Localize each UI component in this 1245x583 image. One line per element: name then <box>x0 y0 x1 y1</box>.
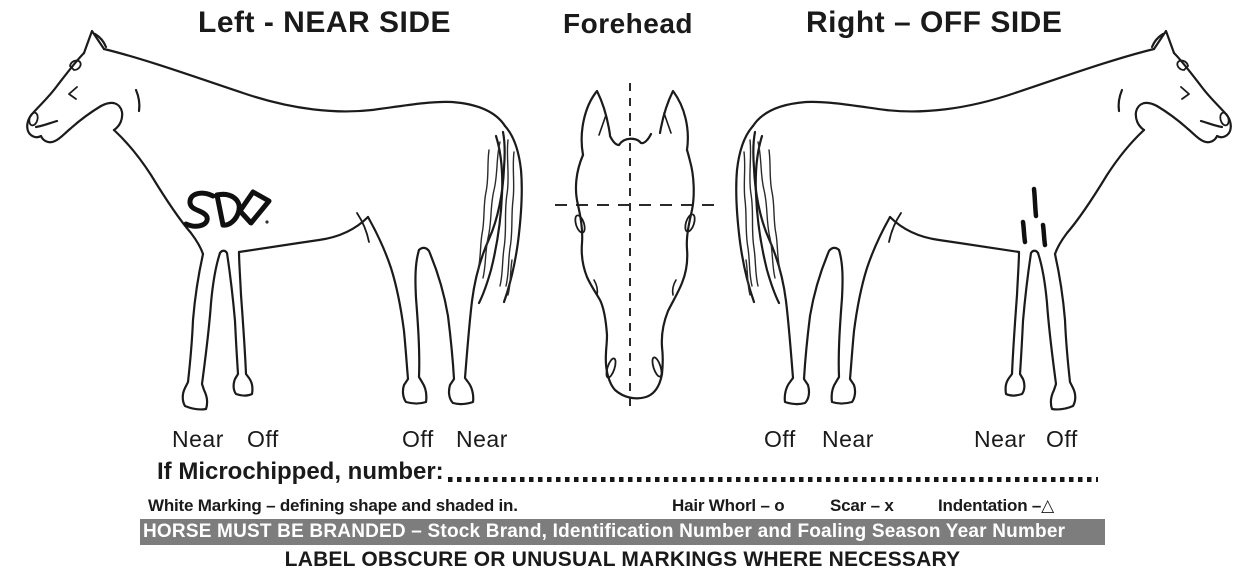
microchip-row <box>157 457 1098 487</box>
left-horse-foreleg-off-label: Off <box>247 426 279 452</box>
hair-whorl-legend: Hair Whorl – o <box>672 496 785 515</box>
left-horse-tail <box>478 126 522 303</box>
scar-legend: Scar – x <box>830 496 894 515</box>
right-horse-outline <box>736 31 1231 409</box>
left-horse-foreleg-near-label: Near <box>172 426 224 452</box>
right-horse-figure[interactable] <box>690 0 1245 430</box>
branding-notice-bar: HORSE MUST BE BRANDED – Stock Brand, Identification Number and Foaling Season Year Number <box>140 519 1105 545</box>
left-horse-outline <box>27 31 505 409</box>
right-horse-hindleg-off-label: Off <box>764 426 796 452</box>
right-horse-foreleg-off-label: Off <box>1046 426 1078 452</box>
right-panel-title: Right – OFF SIDE <box>806 6 1063 39</box>
white-marking-legend: White Marking – defining shape and shaded in. <box>148 496 518 515</box>
footer-instruction: LABEL OBSCURE OR UNUSUAL MARKINGS WHERE NECESSARY <box>284 548 961 571</box>
microchip-dotted-field[interactable] <box>448 477 1098 482</box>
left-panel-title: Left - NEAR SIDE <box>198 6 452 39</box>
left-horse-figure[interactable] <box>0 0 560 430</box>
right-horse-hindleg-near-label: Near <box>822 426 874 452</box>
microchip-label: If Microchipped, number: <box>157 458 444 485</box>
left-horse-hindleg-near-label: Near <box>456 426 508 452</box>
right-nostril <box>651 356 664 377</box>
left-eye <box>573 214 586 234</box>
tally-marks <box>1023 189 1045 245</box>
forehead-outline <box>573 91 696 398</box>
indentation-legend: Indentation –△ <box>938 496 1055 515</box>
brand-mark-sd <box>186 192 269 226</box>
ink-speck <box>265 220 268 223</box>
right-horse-foreleg-near-label: Near <box>974 426 1026 452</box>
center-panel-title: Forehead <box>563 8 694 39</box>
left-horse-hindleg-off-label: Off <box>402 426 434 452</box>
